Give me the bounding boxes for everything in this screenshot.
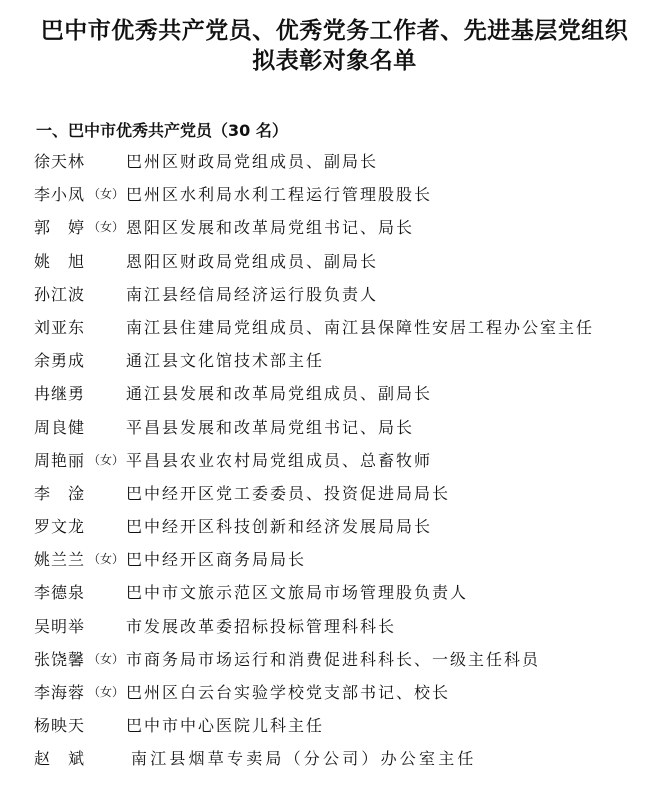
list-item	[34, 643, 664, 676]
list-item	[34, 145, 664, 178]
person-name: 孙江波	[34, 284, 86, 304]
list-item	[34, 411, 664, 444]
person-position: 恩阳区财政局党组成员、副局长	[126, 251, 379, 271]
person-name: 余勇成	[34, 351, 86, 371]
person-name: 刘亚东	[34, 317, 86, 337]
person-position: 南江县烟草专卖局（分公司）办公室主任	[131, 749, 477, 769]
list-item	[34, 610, 664, 643]
list-item	[34, 377, 664, 410]
gender-note: （女）	[88, 452, 125, 467]
person-position: 市商务局市场运行和消费促进科科长、一级主任科员	[126, 649, 541, 669]
gender-note: （女）	[88, 685, 125, 699]
person-name: 赵 斌	[34, 749, 86, 769]
person-name: 姚兰兰	[34, 550, 86, 570]
list-item	[34, 742, 664, 775]
person-position: 通江县文化馆技术部主任	[126, 351, 325, 371]
person-name: 张饶馨	[34, 649, 86, 669]
person-name: 李小凤	[34, 185, 86, 205]
person-name: 李 淦	[34, 483, 86, 503]
person-position: 巴中市中心医院儿科主任	[126, 716, 325, 736]
person-name: 杨映天	[34, 716, 86, 736]
person-name: 郭 婷	[34, 218, 86, 238]
gender-note: （女）	[88, 220, 125, 235]
person-position: 平昌县发展和改革局党组书记、局长	[126, 417, 415, 437]
person-position: 南江县住建局党组成员、南江县保障性安居工程办公室主任	[126, 317, 595, 337]
list-item	[34, 211, 664, 244]
person-name: 李海蓉	[34, 683, 86, 702]
person-name: 周良健	[34, 417, 86, 437]
list-item	[34, 245, 664, 278]
person-position: 巴中经开区商务局局长	[126, 550, 307, 570]
list-item	[34, 709, 664, 742]
person-position: 巴中经开区科技创新和经济发展局局长	[126, 517, 433, 537]
person-position: 通江县发展和改革局党组成员、副局长	[126, 384, 433, 404]
document-title-line-2: 拟表彰对象名单	[252, 48, 417, 74]
list-item	[34, 344, 664, 377]
list-item	[34, 576, 664, 609]
gender-note: （女）	[88, 187, 125, 202]
person-name: 罗文龙	[34, 517, 86, 537]
section-heading: 一、巴中市优秀共产党员（30 名）	[36, 121, 288, 140]
person-name: 周艳丽	[34, 450, 86, 470]
gender-note: （女）	[88, 552, 125, 567]
person-position: 巴中经开区党工委委员、投资促进局局长	[126, 483, 451, 503]
list-item	[34, 676, 664, 709]
document-title-line-1: 巴中市优秀共产党员、优秀党务工作者、先进基层党组织	[40, 18, 629, 44]
person-name: 姚 旭	[34, 251, 86, 271]
person-name: 李德泉	[34, 583, 86, 603]
person-position: 巴中市文旅示范区文旅局市场管理股负责人	[126, 583, 469, 603]
list-item	[34, 178, 664, 211]
list-item	[34, 510, 664, 543]
person-name: 徐天林	[34, 152, 86, 171]
list-item	[34, 444, 664, 477]
person-position: 市发展改革委招标投标管理科科长	[126, 616, 397, 636]
person-name: 冉继勇	[34, 384, 86, 404]
person-position: 恩阳区发展和改革局党组书记、局长	[126, 218, 415, 238]
person-position: 平昌县农业农村局党组成员、总畜牧师	[126, 450, 433, 470]
person-position: 巴州区白云台实验学校党支部书记、校长	[126, 683, 451, 702]
gender-note: （女）	[88, 651, 125, 666]
person-position: 巴州区水利局水利工程运行管理股股长	[126, 185, 433, 205]
list-item	[34, 543, 664, 576]
honoree-list	[34, 145, 664, 776]
list-item	[34, 278, 664, 311]
list-item	[34, 477, 664, 510]
person-position: 南江县经信局经济运行股负责人	[126, 284, 379, 304]
person-position: 巴州区财政局党组成员、副局长	[126, 152, 379, 171]
person-name: 吴明举	[34, 616, 86, 636]
list-item	[34, 311, 664, 344]
